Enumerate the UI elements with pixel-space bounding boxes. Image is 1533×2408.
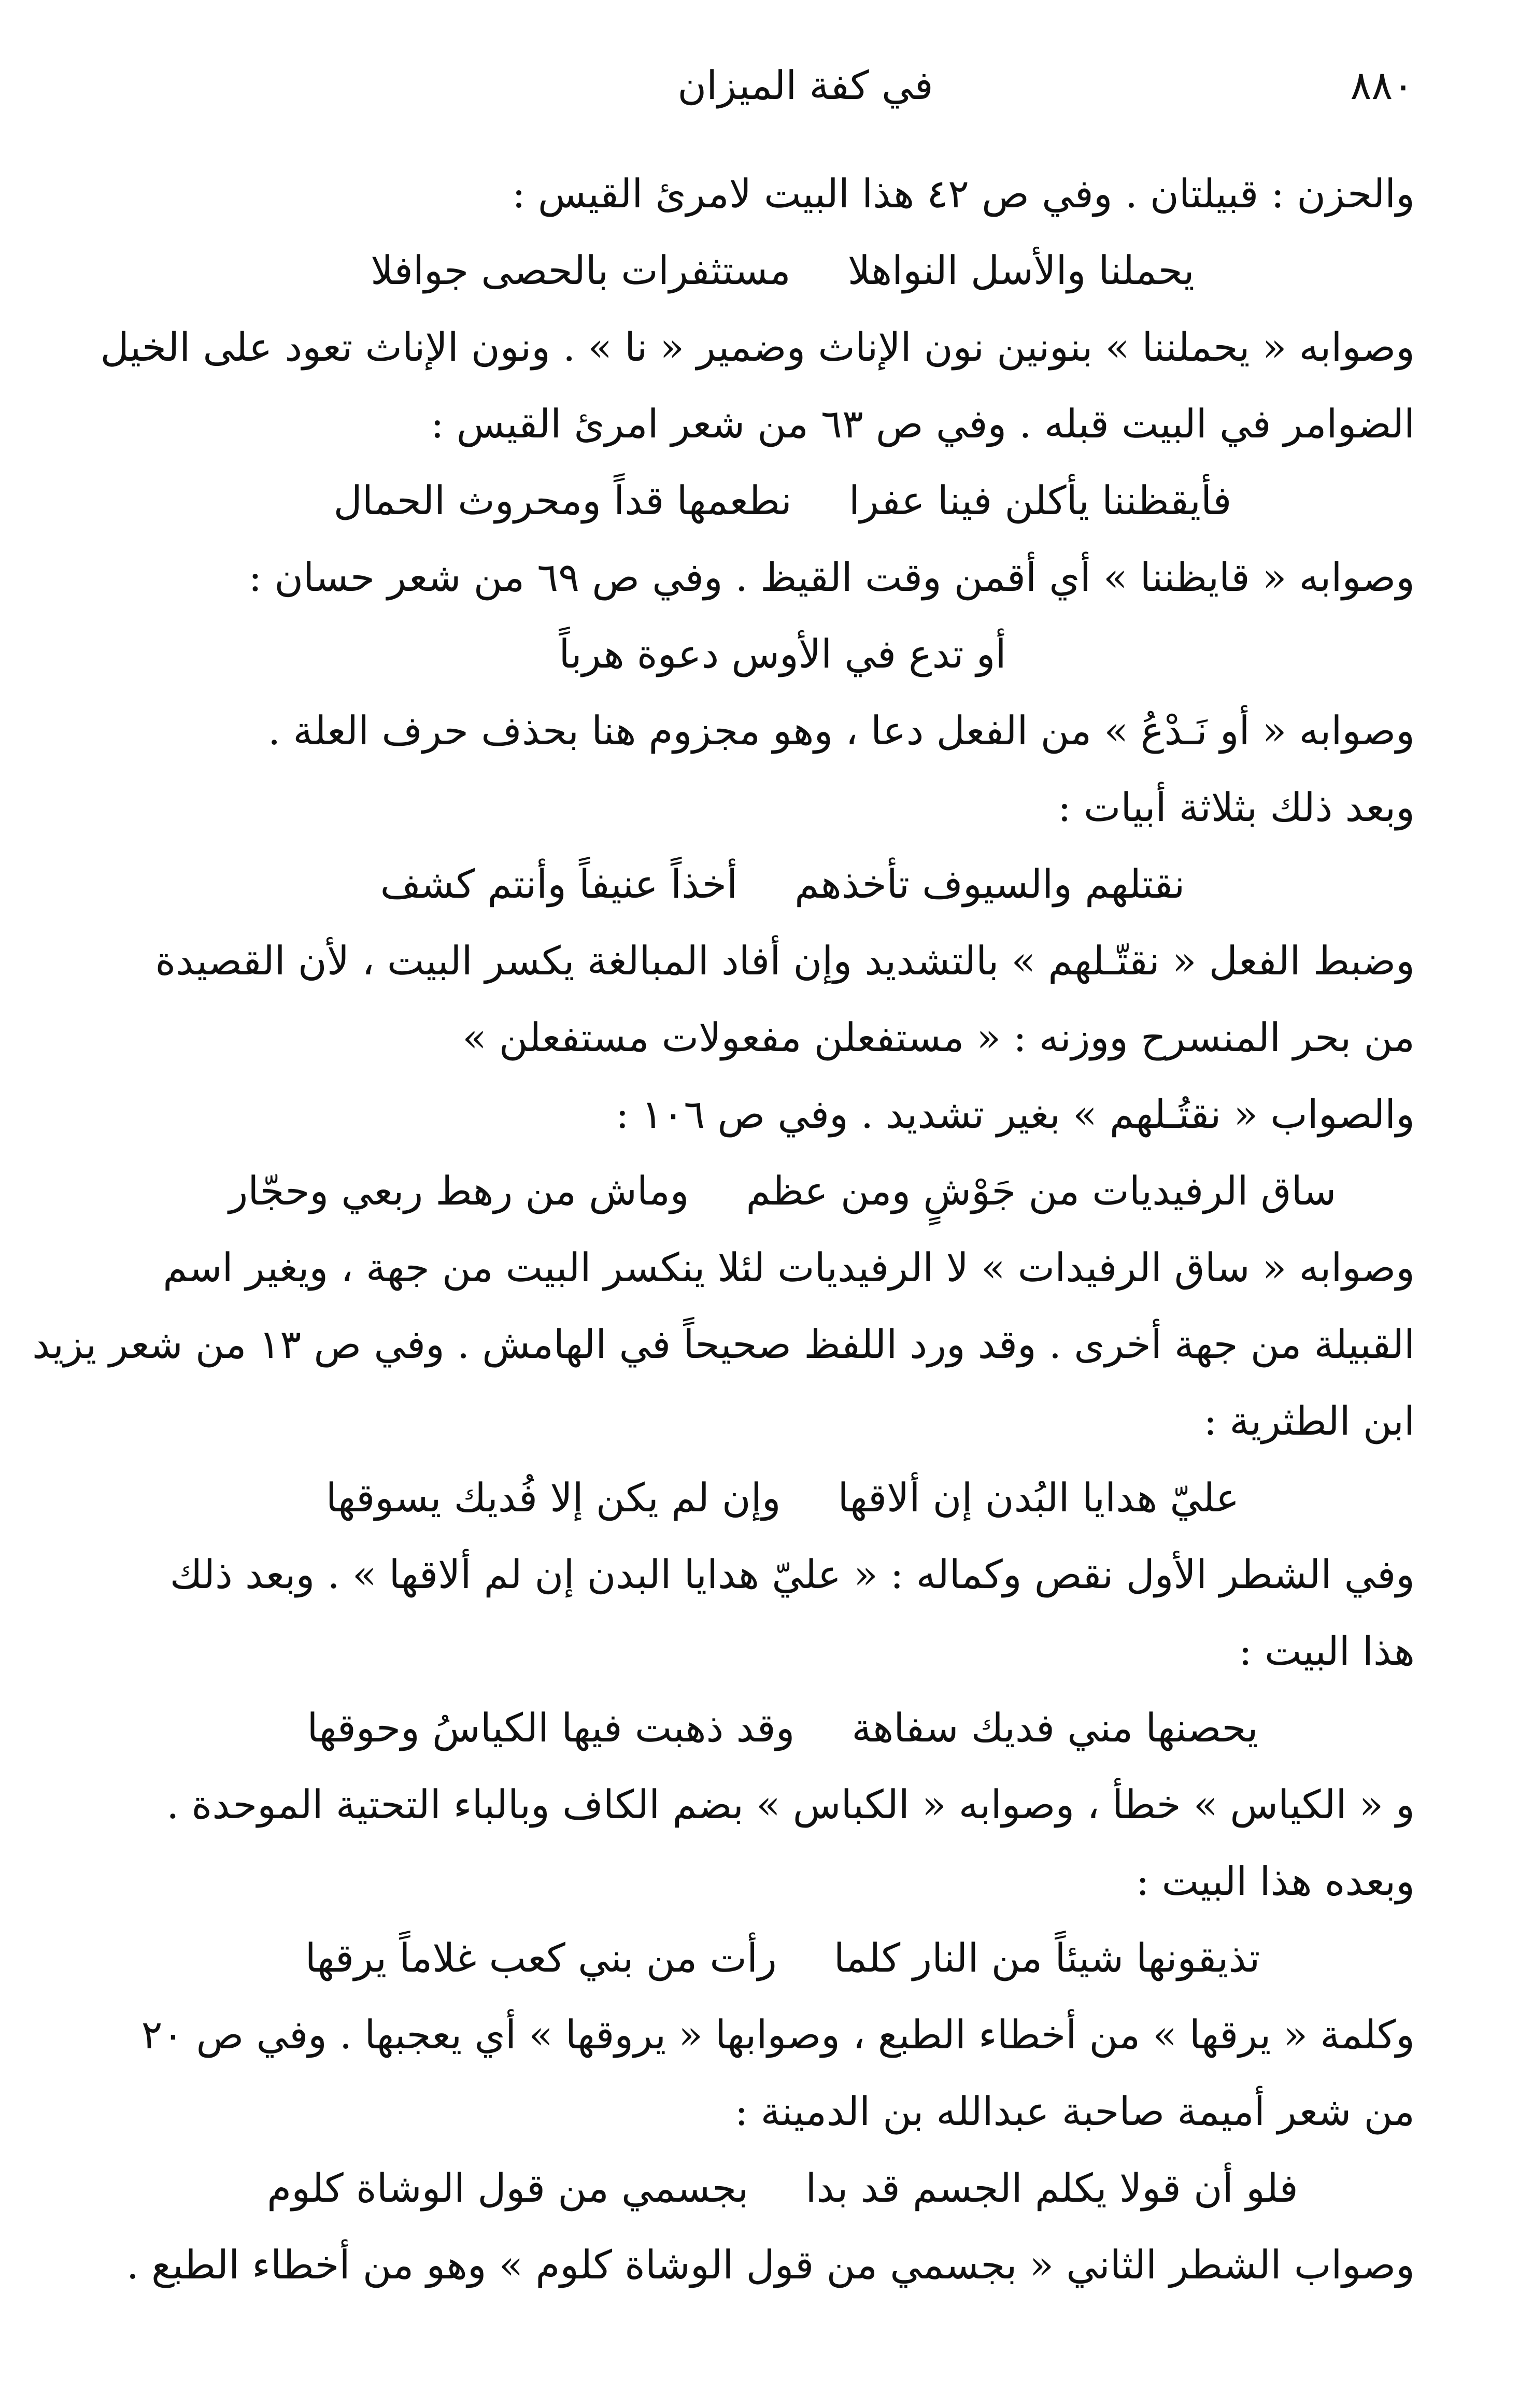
page-body	[32, 155, 1415, 2303]
verse-second-hemistich: وإن لم يكن إلا فُديك يسوقها	[325, 1475, 781, 1521]
prose-line: الضوامر في البيت قبله . وفي ص ٦٣ من شعر امرئ القيس :	[430, 401, 1415, 447]
prose-line: وصوابه « يحملننا » بنونين نون الإناث وضمير « نا » . ونون الإناث تعود على الخيل	[100, 324, 1415, 370]
prose-line: والحزن : قبيلتان . وفي ص ٤٢ هذا البيت لامرئ القيس :	[512, 171, 1415, 217]
verse-second-hemistich: وماش من رهط ربعي وحجّار	[229, 1168, 689, 1214]
verse-line	[150, 462, 1415, 539]
prose-line: وصوابه « ساق الرفيدات » لا الرفيديات لئلا ينكسر البيت من جهة ، ويغير اسم	[163, 1244, 1415, 1291]
prose-line: و « الكياس » خطأ ، وصوابه « الكباس » بضم الكاف وبالباء التحتية الموحدة .	[166, 1781, 1415, 1828]
prose-line: وكلمة « يرقها » من أخطاء الطبع ، وصوابها « يروقها » أي يعجبها . وفي ص ٢٠	[141, 2012, 1415, 2058]
verse-line	[150, 1153, 1415, 1229]
verse-line	[150, 232, 1415, 309]
running-title: في كفة الميزان	[677, 62, 933, 108]
prose-line: هذا البيت :	[1239, 1628, 1415, 1674]
prose-line: من شعر أميمة صاحبة عبدالله بن الدمينة :	[734, 2088, 1415, 2134]
verse-first-hemistich: نقتلهم والسيوف تأخذهم	[794, 861, 1185, 907]
verse-line	[150, 1460, 1415, 1536]
prose-line: وصواب الشطر الثاني « بجسمي من قول الوشاة كلوم » وهو من أخطاء الطبع .	[126, 2242, 1415, 2288]
prose-line: والصواب « نقتُـلهم » بغير تشديد . وفي ص ١٠٦ :	[615, 1091, 1415, 1137]
verse-second-hemistich: رأت من بني كعب غلاماً يرقها	[305, 1935, 777, 1981]
verse-first-hemistich: عليّ هدايا البُدن إن ألاقها	[838, 1475, 1240, 1521]
prose-line: القبيلة من جهة أخرى . وقد ورد اللفظ صحيحاً في الهامش . وفي ص ١٣ من شعر يزيد	[32, 1321, 1415, 1367]
verse-single-hemistich: أو تدع في الأوس دعوة هرباً	[559, 631, 1006, 677]
prose-line: وبعد ذلك بثلاثة أبيات :	[1058, 784, 1415, 830]
prose-line: وضبط الفعل « نقتّـلهم » بالتشديد وإن أفاد المبالغة يكسر البيت ، لأن القصيدة	[155, 938, 1415, 984]
page-number: ٨٨٠	[1350, 62, 1414, 108]
verse-second-hemistich: مستثفرات بالحصى جوافلا	[371, 247, 791, 293]
verse-second-hemistich: وقد ذهبت فيها الكياسُ وحوقها	[307, 1705, 795, 1751]
page-header	[197, 57, 1414, 114]
verse-second-hemistich: أخذاً عنيفاً وأنتم كشف	[380, 861, 738, 907]
prose-line: وفي الشطر الأول نقص وكماله : « عليّ هدايا البدن إن لم ألاقها » . وبعد ذلك	[169, 1551, 1415, 1597]
verse-line	[150, 1690, 1415, 1766]
verse-first-hemistich: ساق الرفيديات من جَوْشٍ ومن عظم	[746, 1168, 1337, 1214]
verse-first-hemistich: يحملنا والأسل النواهلا	[847, 247, 1195, 293]
verse-line	[150, 616, 1415, 692]
prose-line: من بحر المنسرح ووزنه : « مستفعلن مفعولات مستفعلن »	[462, 1014, 1415, 1060]
verse-first-hemistich: يحصنها مني فديك سفاهة	[851, 1705, 1258, 1751]
prose-line: وصوابه « أو نَـدْعُ » من الفعل دعا ، وهو مجزوم هنا بحذف حرف العلة .	[268, 707, 1415, 754]
prose-line: وصوابه « قايظننا » أي أقمن وقت القيظ . وفي ص ٦٩ من شعر حسان :	[248, 554, 1415, 600]
verse-line	[150, 846, 1415, 923]
verse-first-hemistich: تذيقونها شيئاً من النار كلما	[833, 1935, 1260, 1981]
verse-second-hemistich: بجسمي من قول الوشاة كلوم	[267, 2165, 749, 2211]
verse-second-hemistich: نطعمها قداً ومحروث الحمال	[333, 477, 792, 523]
prose-line: وبعده هذا البيت :	[1135, 1858, 1415, 1904]
verse-first-hemistich: فلو أن قولا يكلم الجسم قد بدا	[805, 2165, 1298, 2211]
verse-line	[150, 1920, 1415, 1996]
verse-first-hemistich: فأيقظننا يأكلن فينا عفرا	[848, 477, 1232, 523]
verse-line	[150, 2150, 1415, 2227]
prose-line: ابن الطثرية :	[1203, 1398, 1415, 1444]
